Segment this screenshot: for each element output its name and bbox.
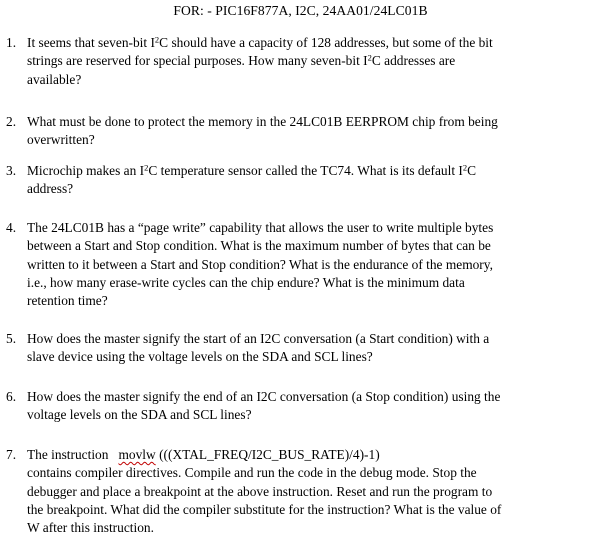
question-2 [6,113,598,150]
text-run: The instruction [27,447,109,462]
question-text [27,162,598,199]
question-number: 5. [6,331,17,346]
code-expression: (((XTAL_FREQ/I2C_BUS_RATE)/4)-1) [159,447,380,462]
text-run: C [467,163,477,178]
question-text [27,219,598,310]
question-number: 6. [6,389,17,404]
text-run: Microchip makes an I [27,163,145,178]
question-4 [6,219,598,310]
text-line [27,34,598,52]
text-run: C addresses are [371,53,456,69]
text-run: C should have a capacity of 128 addresses, but some of the bit [159,35,493,50]
text-line: available? [27,71,82,87]
text-line: slave device using the voltage levels on the SDA and SCL lines? [27,349,373,365]
text-line: between a Start and Stop condition. What is the maximum number of bytes that can be [27,238,491,254]
text-line: written to it between a Start and Stop condition? What is the endurance of the memory, [27,256,493,272]
text-run: C temperature sensor called the TC74. What is its default I [148,163,463,178]
text-line: the breakpoint. What did the compiler substitute for the instruction? What is the value of [27,501,502,517]
question-1 [6,34,598,89]
text-line [27,162,598,180]
text-line: contains compiler directives. Compile and run the code in the debug mode. Stop the [27,465,477,481]
question-6 [6,388,598,425]
text-line: What must be done to protect the memory in the 24LC01B EERPROM chip from being [27,114,498,129]
text-line: i.e., how many erase-write cycles can the chip endure? What is the minimum data [27,274,465,290]
question-text [27,446,598,537]
text-line [27,446,598,464]
question-5 [6,330,598,367]
superscript: 2 [144,162,149,173]
superscript: 2 [462,162,468,173]
text-run: It seems that seven-bit I [27,35,155,50]
question-number: 3. [6,163,17,178]
question-3 [6,162,598,199]
text-line: overwritten? [27,132,95,148]
question-number: 1. [6,35,17,50]
text-run: strings are reserved for special purposes. How many seven-bit I [27,53,368,69]
question-number: 4. [6,220,17,235]
text-line: W after this instruction. [27,520,154,536]
text-line: debugger and place a breakpoint at the above instruction. Reset and run the program to [27,483,493,499]
code-keyword: movlw [118,447,156,462]
question-number: 7. [6,447,17,462]
question-text [27,34,598,89]
question-7 [6,446,598,537]
text-line [27,52,598,70]
text-line: retention time? [27,293,108,309]
question-text [27,113,598,150]
superscript: 2 [154,34,160,45]
text-line: How does the master signify the end of an I2C conversation (a Stop condition) using the [27,389,501,404]
text-line: voltage levels on the SDA and SCL lines? [27,407,252,423]
question-text [27,388,598,425]
question-number: 2. [6,114,17,129]
text-line: How does the master signify the start of an I2C conversation (a Start condition) with a [27,331,490,346]
text-line: The 24LC01B has a “page write” capability that allows the user to write multiple bytes [27,220,494,235]
text-line: address? [27,181,74,197]
document-title: FOR: - PIC16F877A, I2C, 24AA01/24LC01B [173,3,428,18]
superscript: 2 [367,52,372,63]
question-text [27,330,598,367]
